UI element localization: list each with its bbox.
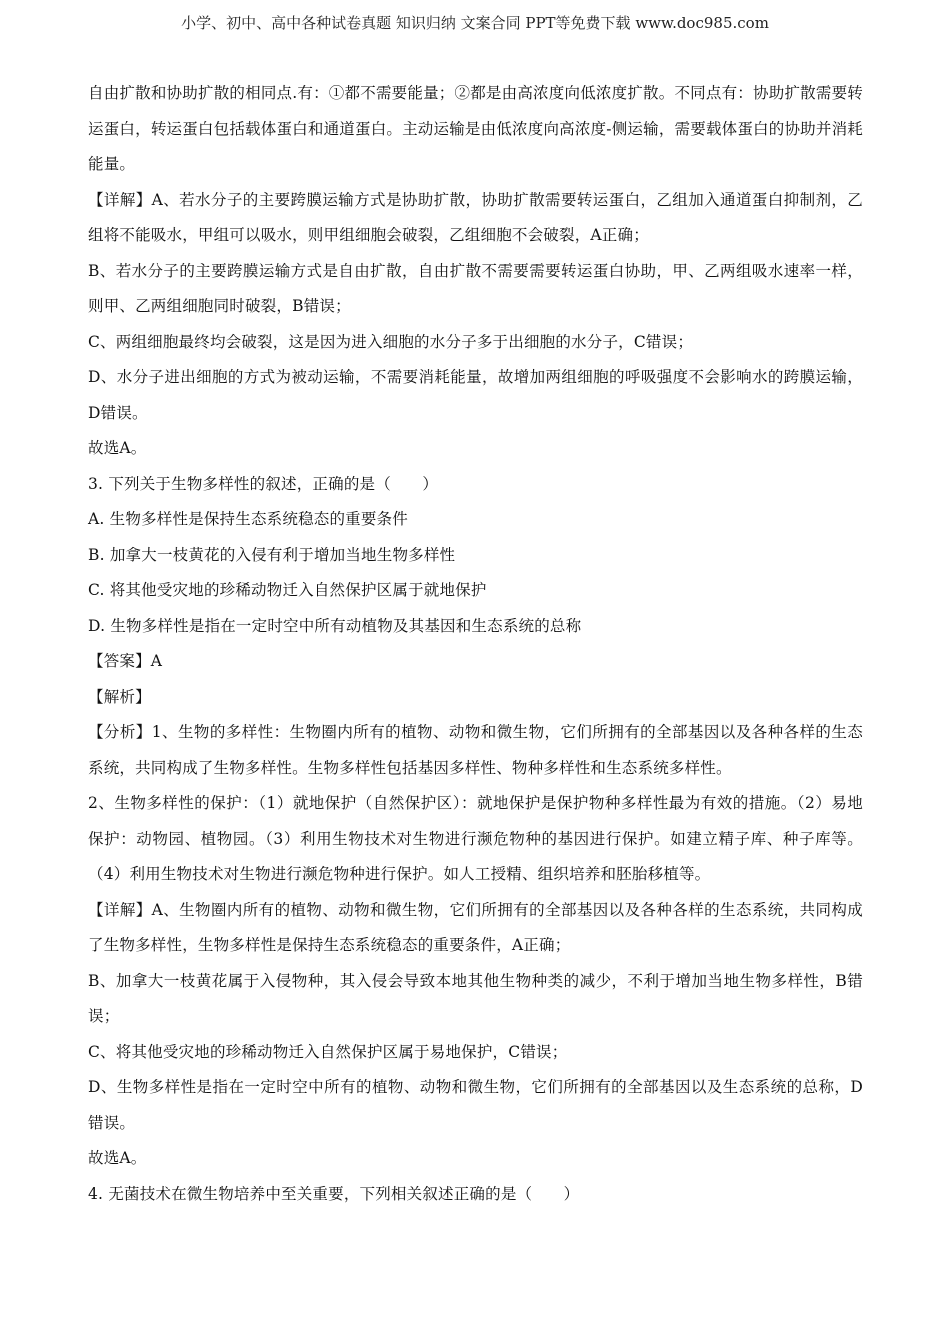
question-3-analysis-1: 【分析】1、生物的多样性：生物圈内所有的植物、动物和微生物，它们所拥有的全部基因以及各种各样的生态系统，共同构成了生物多样性。生物多样性包括基因多样性、物种多样性和生态系统多样性。	[88, 723, 863, 777]
question-3-detail-d: D、生物多样性是指在一定时空中所有的植物、动物和微生物，它们所拥有的全部基因以及生态系统的总称，D错误。	[88, 1078, 863, 1132]
question-3-detail-c: C、将其他受灾地的珍稀动物迁入自然保护区属于易地保护，C错误；	[88, 1042, 568, 1061]
document-body	[88, 76, 863, 1212]
question-3-option-b: B. 加拿大一枝黄花的入侵有利于增加当地生物多样性	[88, 545, 456, 564]
question-3-option-a: A. 生物多样性是保持生态系统稳态的重要条件	[88, 510, 408, 528]
question-3-option-d: D. 生物多样性是指在一定时空中所有动植物及其基因和生态系统的总称	[88, 616, 582, 635]
page-header: 小学、初中、高中各种试卷真题 知识归纳 文案合同 PPT等免费下载 www.doc985.com	[181, 14, 769, 32]
paragraph-q2-detail-a: 【详解】A、若水分子的主要跨膜运输方式是协助扩散，协助扩散需要转运蛋白，乙组加入通道蛋白抑制剂，乙组将不能吸水，甲组可以吸水，则甲组细胞会破裂，乙组细胞不会破裂，A正确；	[88, 190, 863, 244]
question-3-detail-b: B、加拿大一枝黄花属于入侵物种，其入侵会导致本地其他生物种类的减少，不利于增加当地生物多样性，B错误；	[88, 971, 863, 1025]
question-4-stem: 4. 无菌技术在微生物培养中至关重要，下列相关叙述正确的是（ ）	[88, 1184, 580, 1203]
question-3-analysis-heading: 【解析】	[88, 687, 151, 706]
paragraph-q2-detail-d: D、水分子进出细胞的方式为被动运输，不需要消耗能量，故增加两组细胞的呼吸强度不会影响水的跨膜运输，D错误。	[88, 368, 863, 422]
question-3-conclusion: 故选A。	[88, 1149, 147, 1167]
paragraph-q2-detail-c: C、两组细胞最终均会破裂，这是因为进入细胞的水分子多于出细胞的水分子，C错误；	[88, 332, 694, 351]
paragraph-q2-detail-b: B、若水分子的主要跨膜运输方式是自由扩散，自由扩散不需要需要转运蛋白协助，甲、乙两组吸水速率一样，则甲、乙两组细胞同时破裂，B错误；	[88, 261, 863, 315]
question-3-analysis-2: 2、生物多样性的保护：（1）就地保护（自然保护区）：就地保护是保护物种多样性最为有效的措施。（2）易地保护：动物园、植物园。（3）利用生物技术对生物进行濒危物种的基因进行保护。如建立精子库、种子库等。（4）利用生物技术对生物进行濒危物种进行保护。如人工授精、组织培养和胚胎移植等。	[88, 794, 863, 883]
question-3-option-c: C. 将其他受灾地的珍稀动物迁入自然保护区属于就地保护	[88, 581, 487, 599]
paragraph-diffusion-comparison: 自由扩散和协助扩散的相同点.有：①都不需要能量；②都是由高浓度向低浓度扩散。不同点有：协助扩散需要转运蛋白，转运蛋白包括载体蛋白和通道蛋白。主动运输是由低浓度向高浓度-侧运输，需要载体蛋白的协助并消耗能量。	[88, 84, 863, 173]
question-3-stem: 3. 下列关于生物多样性的叙述，正确的是（ ）	[88, 474, 439, 493]
question-3-answer: 【答案】A	[88, 652, 163, 670]
question-3-detail-a: 【详解】A、生物圈内所有的植物、动物和微生物，它们所拥有的全部基因以及各种各样的生态系统，共同构成了生物多样性，生物多样性是保持生态系统稳态的重要条件，A正确；	[88, 900, 863, 954]
paragraph-q2-conclusion: 故选A。	[88, 439, 147, 457]
